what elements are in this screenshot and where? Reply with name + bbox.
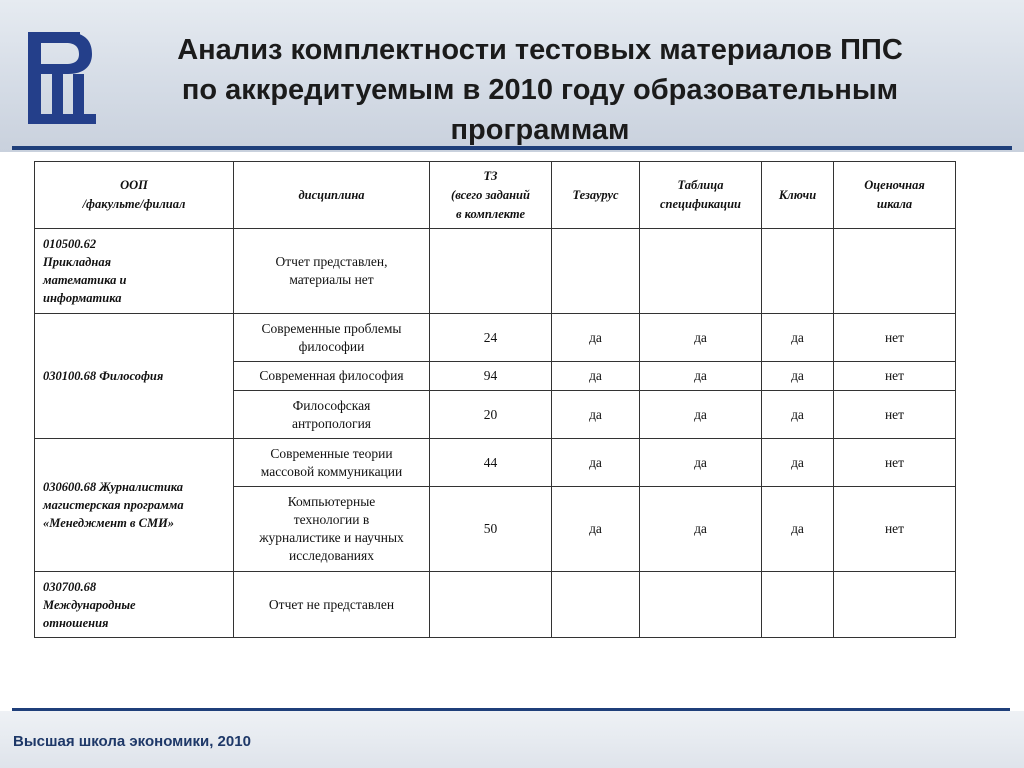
keys-cell: да: [762, 362, 834, 391]
thesaurus-cell: да: [552, 487, 640, 572]
scale-cell: нет: [834, 391, 956, 439]
scale-cell: нет: [834, 487, 956, 572]
scale-cell: нет: [834, 439, 956, 487]
header-keys: Ключи: [762, 162, 834, 229]
header-thesaurus: Тезаурус: [552, 162, 640, 229]
tz-cell: 44: [430, 439, 552, 487]
title-line-1: Анализ комплектности тестовых материалов ППС: [177, 34, 903, 66]
header-discipline: дисциплина: [234, 162, 430, 229]
keys-cell: [762, 229, 834, 314]
spec-cell: да: [640, 487, 762, 572]
tz-cell: 94: [430, 362, 552, 391]
page-title: [105, 30, 975, 150]
discipline-cell: Компьютерные технологии в журналистике и научных исследованиях: [234, 487, 430, 572]
discipline-cell: Отчет представлен, материалы нет: [234, 229, 430, 314]
tz-cell: 24: [430, 314, 552, 362]
discipline-cell: Современные теории массовой коммуникации: [234, 439, 430, 487]
spec-cell: [640, 572, 762, 638]
spec-cell: да: [640, 314, 762, 362]
spec-cell: да: [640, 362, 762, 391]
spec-cell: да: [640, 391, 762, 439]
thesaurus-cell: да: [552, 314, 640, 362]
keys-cell: да: [762, 439, 834, 487]
keys-cell: да: [762, 391, 834, 439]
keys-cell: да: [762, 314, 834, 362]
scale-cell: [834, 229, 956, 314]
scale-cell: [834, 572, 956, 638]
scale-cell: нет: [834, 362, 956, 391]
tz-cell: 20: [430, 391, 552, 439]
oop-cell: 030700.68 Международные отношения: [35, 572, 234, 638]
header-spec: Таблица спецификации: [640, 162, 762, 229]
thesaurus-cell: [552, 229, 640, 314]
table-row: [35, 229, 956, 314]
oop-cell: 010500.62 Прикладная математика и информатика: [35, 229, 234, 314]
oop-cell: 030100.68 Философия: [35, 314, 234, 439]
header-oop: ООП /факульте/филиал: [35, 162, 234, 229]
header-scale: Оценочная шкала: [834, 162, 956, 229]
discipline-cell: Отчет не представлен: [234, 572, 430, 638]
table-row: [35, 314, 956, 362]
thesaurus-cell: да: [552, 391, 640, 439]
table-row: [35, 439, 956, 487]
keys-cell: да: [762, 487, 834, 572]
table-row: [35, 572, 956, 638]
scale-cell: нет: [834, 314, 956, 362]
materials-table: [34, 161, 956, 638]
keys-cell: [762, 572, 834, 638]
hse-logo-icon: [26, 30, 98, 126]
thesaurus-cell: да: [552, 439, 640, 487]
spec-cell: [640, 229, 762, 314]
table-header-row: [35, 162, 956, 229]
tz-cell: 50: [430, 487, 552, 572]
spec-cell: да: [640, 439, 762, 487]
tz-cell: [430, 572, 552, 638]
oop-cell: 030600.68 Журналистика магистерская программа «Менеджмент в СМИ»: [35, 439, 234, 572]
thesaurus-cell: [552, 572, 640, 638]
header-tz: ТЗ (всего заданий в комплекте: [430, 162, 552, 229]
title-line-3: программам: [450, 114, 630, 146]
thesaurus-cell: да: [552, 362, 640, 391]
discipline-cell: Современные проблемы философии: [234, 314, 430, 362]
tz-cell: [430, 229, 552, 314]
discipline-cell: Современная философия: [234, 362, 430, 391]
discipline-cell: Философская антропология: [234, 391, 430, 439]
title-line-2: по аккредитуемым в 2010 году образовательным: [181, 74, 899, 106]
footer-text: Высшая школа экономики, 2010: [13, 733, 251, 750]
